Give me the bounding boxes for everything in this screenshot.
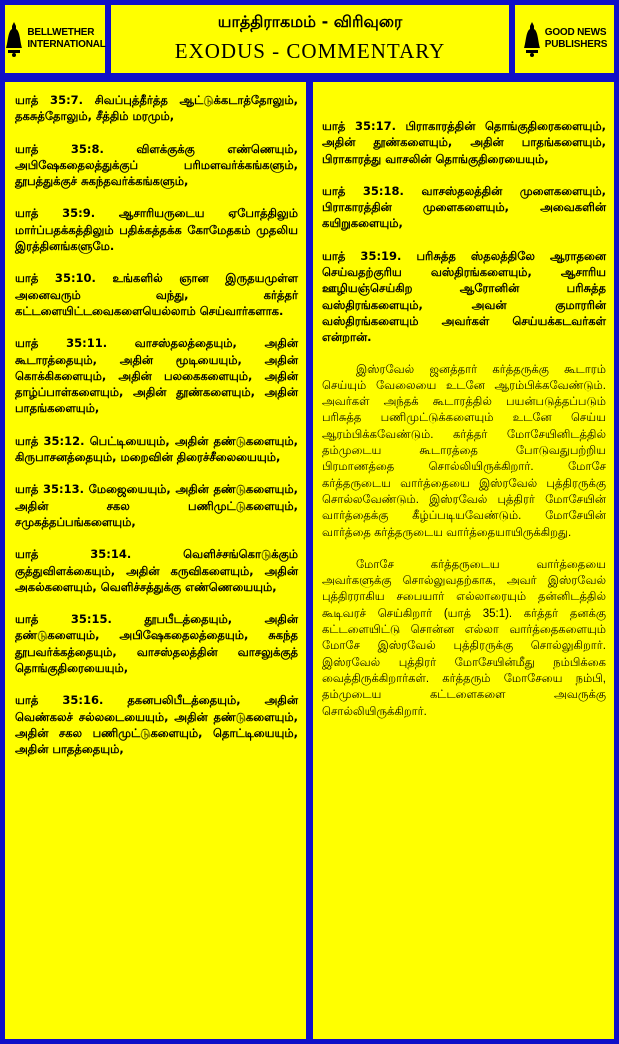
good-news-logo xyxy=(515,5,614,73)
logo-right-line-2: PUBLISHERS xyxy=(544,39,608,50)
verse-35-14: யாத் 35:14. வெளிச்சங்கொடுக்கும் குத்துவிளக்கையும், அதின் கருவிகளையும், அதின் அகல்களையும், வெளிச்சத்துக்கு எண்ணெயையும், xyxy=(15,547,298,594)
verse-35-10: யாத் 35:10. உங்களில் ஞான இருதயமுள்ள அனைவரும் வந்து, கர்த்தர் கட்டளையிட்டவைகளையெல்லாம் செய்வார்களாக. xyxy=(15,271,298,318)
verse-35-19: யாத் 35:19. பரிசுத்த ஸ்தலத்திலே ஆராதனை செய்வதற்குரிய வஸ்திரங்களையும், ஆசாரிய ஊழியஞ்செய்கிற ஆரோனின் பரிசுத்த வஸ்திரங்களையும், அவன் குமாரரின் வஸ்திரங்களையும் அவர்கள் செய்யக்கடவர்கள் என்றான். xyxy=(322,248,606,345)
verse-35-15: யாத் 35:15. தூபபீடத்தையும், அதின் தண்டுகளையும், அபிஷேகதைலத்தையும், சுகந்த தூபவர்க்கத்தையும், வாசஸ்தலத்தின் வாசலுக்குத் தொங்குதிரையையும், xyxy=(15,612,298,676)
logo-left-line-1: BELLWETHER xyxy=(27,27,95,38)
verse-35-13: யாத் 35:13. மேஜையையும், அதின் தண்டுகளையும், அதின் சகல பணிமுட்டுகளையும், சமுகத்தப்பங்களையும், xyxy=(15,482,298,529)
bell-icon xyxy=(522,20,542,58)
verse-35-11: யாத் 35:11. வாசஸ்தலத்தையும், அதின் கூடாரத்தையும், அதின் மூடியையும், அதின் கொக்கிகளையும், அதின் பலகைகளையும், அதின் தாழ்ப்பாள்களையும், அதின் தூண்களையும், அதின் பாதங்களையும், xyxy=(15,336,298,416)
bellwether-logo xyxy=(5,5,105,73)
verse-35-7: யாத் 35:7. சிவப்புத்தீர்த்த ஆட்டுக்கடாத்தோலும், தகசுத்தோலும், சீத்திம் மரமும், xyxy=(15,93,298,124)
commentary-text-2: மோசே கர்த்தருடைய வார்த்தையை அவர்களுக்கு சொல்லுவதற்காக, அவர் இஸ்ரவேல் புத்திரராகிய சபையார் எல்லாரையும் தன்னிடத்தில் கூடிவரச் செய்கிறார் (யாத் 35:1). கர்த்தர் தனக்கு கட்டளையிட்டு சொன்ன எல்லா வார்த்தைகளையும் மோசே இஸ்ரவேல் புத்திரருக்கு சொல்லுகிறார். இஸ்ரவேல் புத்திரர் மோசேயின்மீது நம்பிக்கை வைத்திருக்கிறார்கள். கர்த்தரும் மோசேயை நம்பி, தம்முடைய கட்டளைகளை அவருக்கு சொல்லியிருக்கிறார். xyxy=(322,558,606,718)
commentary-paragraph xyxy=(322,362,606,541)
verse-35-16: யாத் 35:16. தகனபலிபீடத்தையும், அதின் வெண்கலச் சல்லடையையும், அதின் தண்டுகளையும், அதின் சகல பணிமுட்டுகளையும், தொட்டியையும், அதின் பாதத்தையும், xyxy=(15,693,298,757)
commentary-paragraph xyxy=(322,557,606,720)
title-banner xyxy=(111,5,509,73)
left-column xyxy=(5,82,306,1039)
bell-icon xyxy=(4,20,24,58)
title-tamil: யாத்திராகமம் - விரிவுரை xyxy=(217,12,403,31)
verse-35-8: யாத் 35:8. விளக்குக்கு எண்ணெயும், அபிஷேகதைலத்துக்குப் பரிமளவர்க்கங்களும், தூபத்துக்குச் சுகந்தவர்க்கங்களும், xyxy=(15,141,298,189)
verse-35-12: யாத் 35:12. பெட்டியையும், அதின் தண்டுகளையும், கிருபாசனத்தையும், மறைவின் திரைச்சீலையையும், xyxy=(15,433,298,465)
verse-35-18: யாத் 35:18. வாசஸ்தலத்தின் முளைகளையும், பிராகாரத்தின் முளைகளையும், அவைகளின் கயிறுகளையும், xyxy=(322,183,606,231)
verse-35-17: யாத் 35:17. பிராகாரத்தின் தொங்குதிரைகளையும், அதின் தூண்களையும், அதின் பாதங்களையும், பிராகாரத்து வாசலின் தொங்குதிரையையும், xyxy=(322,119,606,166)
right-column xyxy=(313,82,614,1039)
title-english: EXODUS - COMMENTARY xyxy=(174,39,446,63)
logo-right-line-1: GOOD NEWS xyxy=(544,27,607,38)
commentary-text-1: இஸ்ரவேல் ஜனத்தார் கர்த்தருக்கு கூடாரம் செய்யும் வேலையை உடனே ஆரம்பிக்கவேண்டும். அவர்கள் அந்தக் கூடாரத்தில் பயன்படுத்தப்படும் பரிசுத்த பணிமுட்டுக்களையும் உடனே செய்ய ஆரம்பிக்கவேண்டும். கர்த்தர் மோசேயினிடத்தில் தம்முடைய கூடாரத்தை போடுவதுபற்றிய பிரமாணத்தை சொல்லியிருக்கிறார். மோசே கர்த்தருடைய வார்த்தையை இஸ்ரவேல் புத்திரருக்கு சொல்லவேண்டும். இஸ்ரவேல் புத்திரர் மோசேயின் வார்த்தைக்கு கீழ்ப்படியவேண்டும். மோசேயின் வார்த்தை கர்த்தருடைய வார்த்தையாயிருக்கிறது. xyxy=(322,363,606,539)
verse-35-9: யாத் 35:9. ஆசாரியருடைய ஏபோத்திலும் மார்ப்பதக்கத்திலும் பதிக்கத்தக்க கோமேதகம் முதலிய இரத்தினங்களுமே. xyxy=(15,206,298,254)
logo-left-line-2: INTERNATIONAL xyxy=(27,39,106,50)
